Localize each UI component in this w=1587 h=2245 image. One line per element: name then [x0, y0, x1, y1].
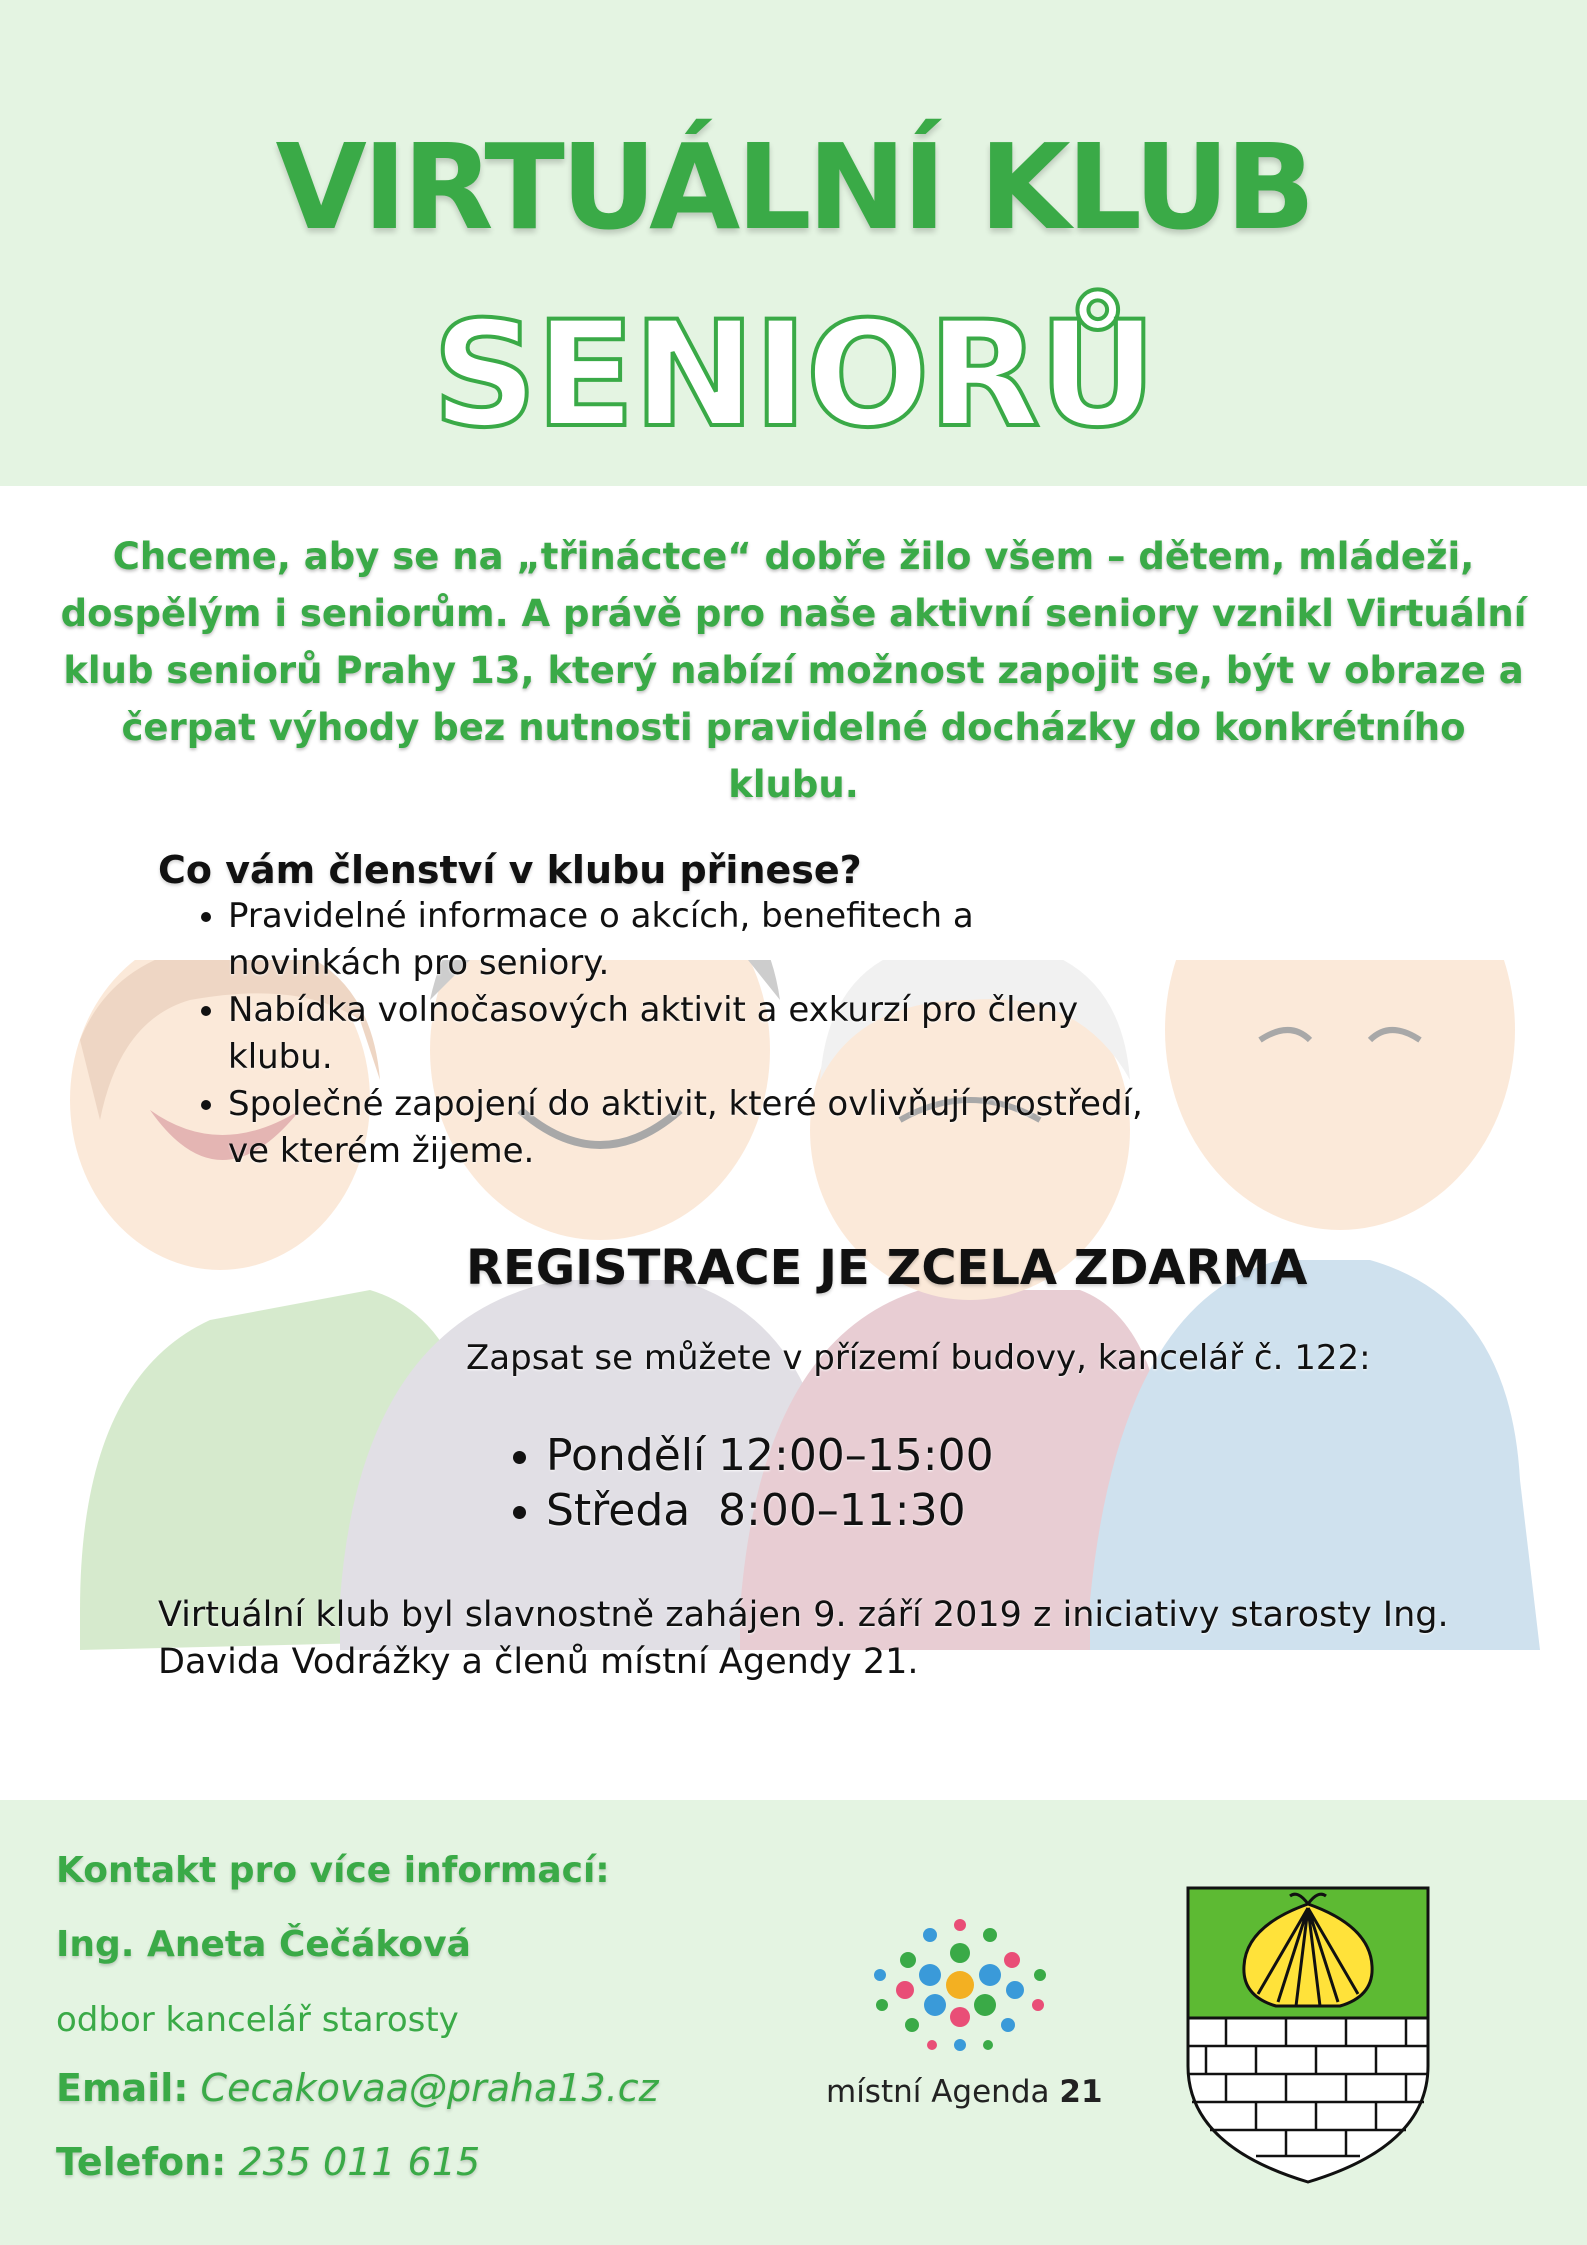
agenda21-label [826, 2074, 1103, 2110]
day-label: Pondělí [546, 1430, 706, 1481]
benefits-list [180, 893, 1148, 1175]
agenda-number: 21 [1059, 2074, 1103, 2110]
list-item: • Pravidelné informace o akcích, benefitech a novinkách pro seniory. [228, 893, 1148, 987]
phone-number: 235 011 615 [238, 2140, 481, 2184]
time-range: 8:00–11:30 [718, 1485, 966, 1536]
agenda-text: místní Agenda [826, 2074, 1050, 2110]
list-item: • Nabídka volnočasových aktivit a exkurzí pro členy klubu. [228, 987, 1148, 1081]
contact-heading: Kontakt pro více informací: [56, 1850, 610, 1891]
list-item: • Společné zapojení do aktivit, které ovlivňují prostředí, ve kterém žijeme. [228, 1081, 1148, 1175]
email-label: Email: [56, 2066, 189, 2110]
office-hours-list [508, 1428, 994, 1538]
title-line-1: VIRTUÁLNÍ KLUB [275, 118, 1312, 256]
list-item [546, 1428, 994, 1483]
benefits-heading: Co vám členství v klubu přinese? [158, 848, 862, 892]
registration-title: REGISTRACE JE ZCELA ZDARMA [466, 1240, 1308, 1296]
history-paragraph: Virtuální klub byl slavnostně zahájen 9. září 2019 z iniciativy starosty Ing. Davida Vodrážky a členů místní Agendy 21. [158, 1595, 1449, 1682]
contact-phone [56, 2140, 480, 2184]
contact-email [56, 2066, 659, 2110]
registration-note: Zapsat se můžete v přízemí budovy, kancelář č. 122: [466, 1338, 1371, 1378]
phone-label: Telefon: [56, 2140, 227, 2184]
day-label: Středa [546, 1485, 691, 1536]
contact-name: Ing. Aneta Čečáková [56, 1924, 471, 1965]
time-range: 12:00–15:00 [718, 1430, 994, 1481]
list-item [546, 1483, 994, 1538]
title-line-2: SENIORŮ [432, 290, 1155, 460]
senior-4-head [1165, 960, 1515, 1230]
praha13-coat-of-arms-icon [1186, 1886, 1430, 2184]
contact-department: odbor kancelář starosty [56, 2000, 459, 2040]
email-link[interactable]: Cecakovaa@praha13.cz [200, 2066, 659, 2110]
intro-paragraph: Chceme, aby se na „třináctce“ dobře žilo všem – dětem, mládeži, dospělým i seniorům. A právě pro naše aktivní seniory vznikl Virtuální klub seniorů Prahy 13, který nabízí možnost zapojit se, být v obraze a čerpat výhody bez nutnosti pravidelné docházky do konkrétního klubu. [60, 535, 1527, 806]
